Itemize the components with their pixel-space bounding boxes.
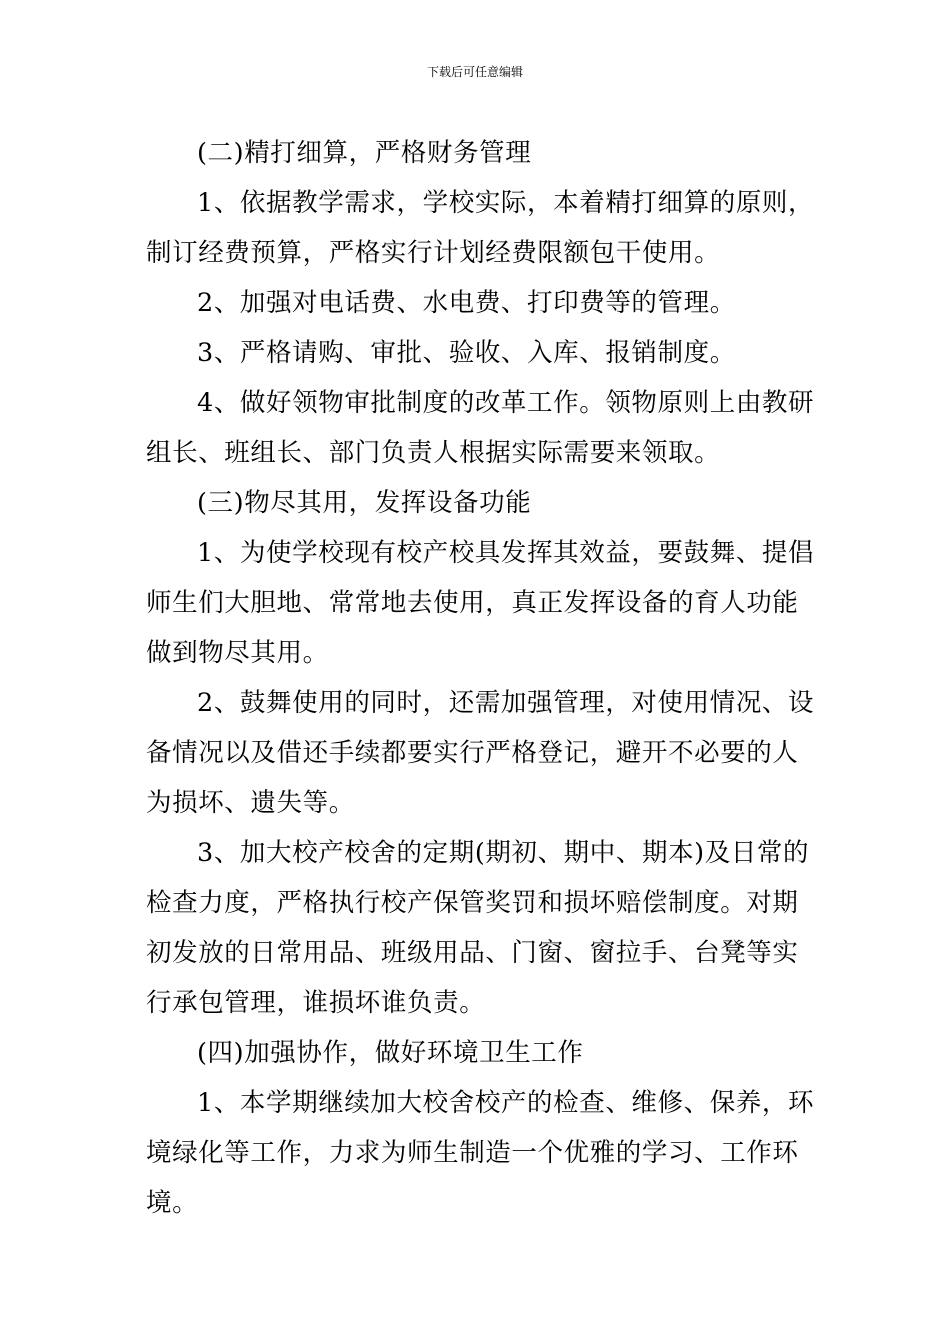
document-body [146, 128, 816, 1228]
paragraph-item-2: 2、鼓舞使用的同时，还需加强管理，对使用情况、设 备情况以及借还手续都要实行严格登记，避开不必要的人 为损坏、遗失等。 [146, 688, 815, 818]
section-heading-2: (二)精打细算，严格财务管理 [197, 138, 532, 168]
paragraph-item-3: 3、加大校产校舍的定期(期初、期中、期本)及日常的 检查力度，严格执行校产保管奖罚和损坏赔偿制度。对期 初发放的日常用品、班级用品、门窗、窗拉手、台凳等实 行承包管理，谁损坏谁负责。 [146, 838, 810, 1018]
paragraph-item-4: 4、做好领物审批制度的改革工作。领物原则上由教研 组长、班组长、部门负责人根据实际需要来领取。 [146, 388, 815, 468]
paragraph-item-3: 3、严格请购、审批、验收、入库、报销制度。 [197, 338, 736, 368]
paragraph-item-1: 1、为使学校现有校产校具发挥其效益，要鼓舞、提倡 师生们大胆地、常常地去使用，真正发挥设备的育人功能 做到物尽其用。 [146, 538, 815, 668]
paragraph-item-1: 1、本学期继续加大校舍校产的检查、维修、保养，环 境绿化等工作，力求为师生制造一个优雅的学习、工作环 境。 [146, 1088, 815, 1218]
paragraph-item-2: 2、加强对电话费、水电费、打印费等的管理。 [197, 288, 736, 318]
section-heading-4: (四)加强协作，做好环境卫生工作 [197, 1038, 584, 1068]
paragraph-item-1: 1、依据教学需求，学校实际，本着精打细算的原则， 制订经费预算，严格实行计划经费限额包干使用。 [146, 188, 815, 268]
page-header-note: 下载后可任意编辑 [426, 65, 523, 79]
section-heading-3: (三)物尽其用，发挥设备功能 [197, 488, 532, 518]
